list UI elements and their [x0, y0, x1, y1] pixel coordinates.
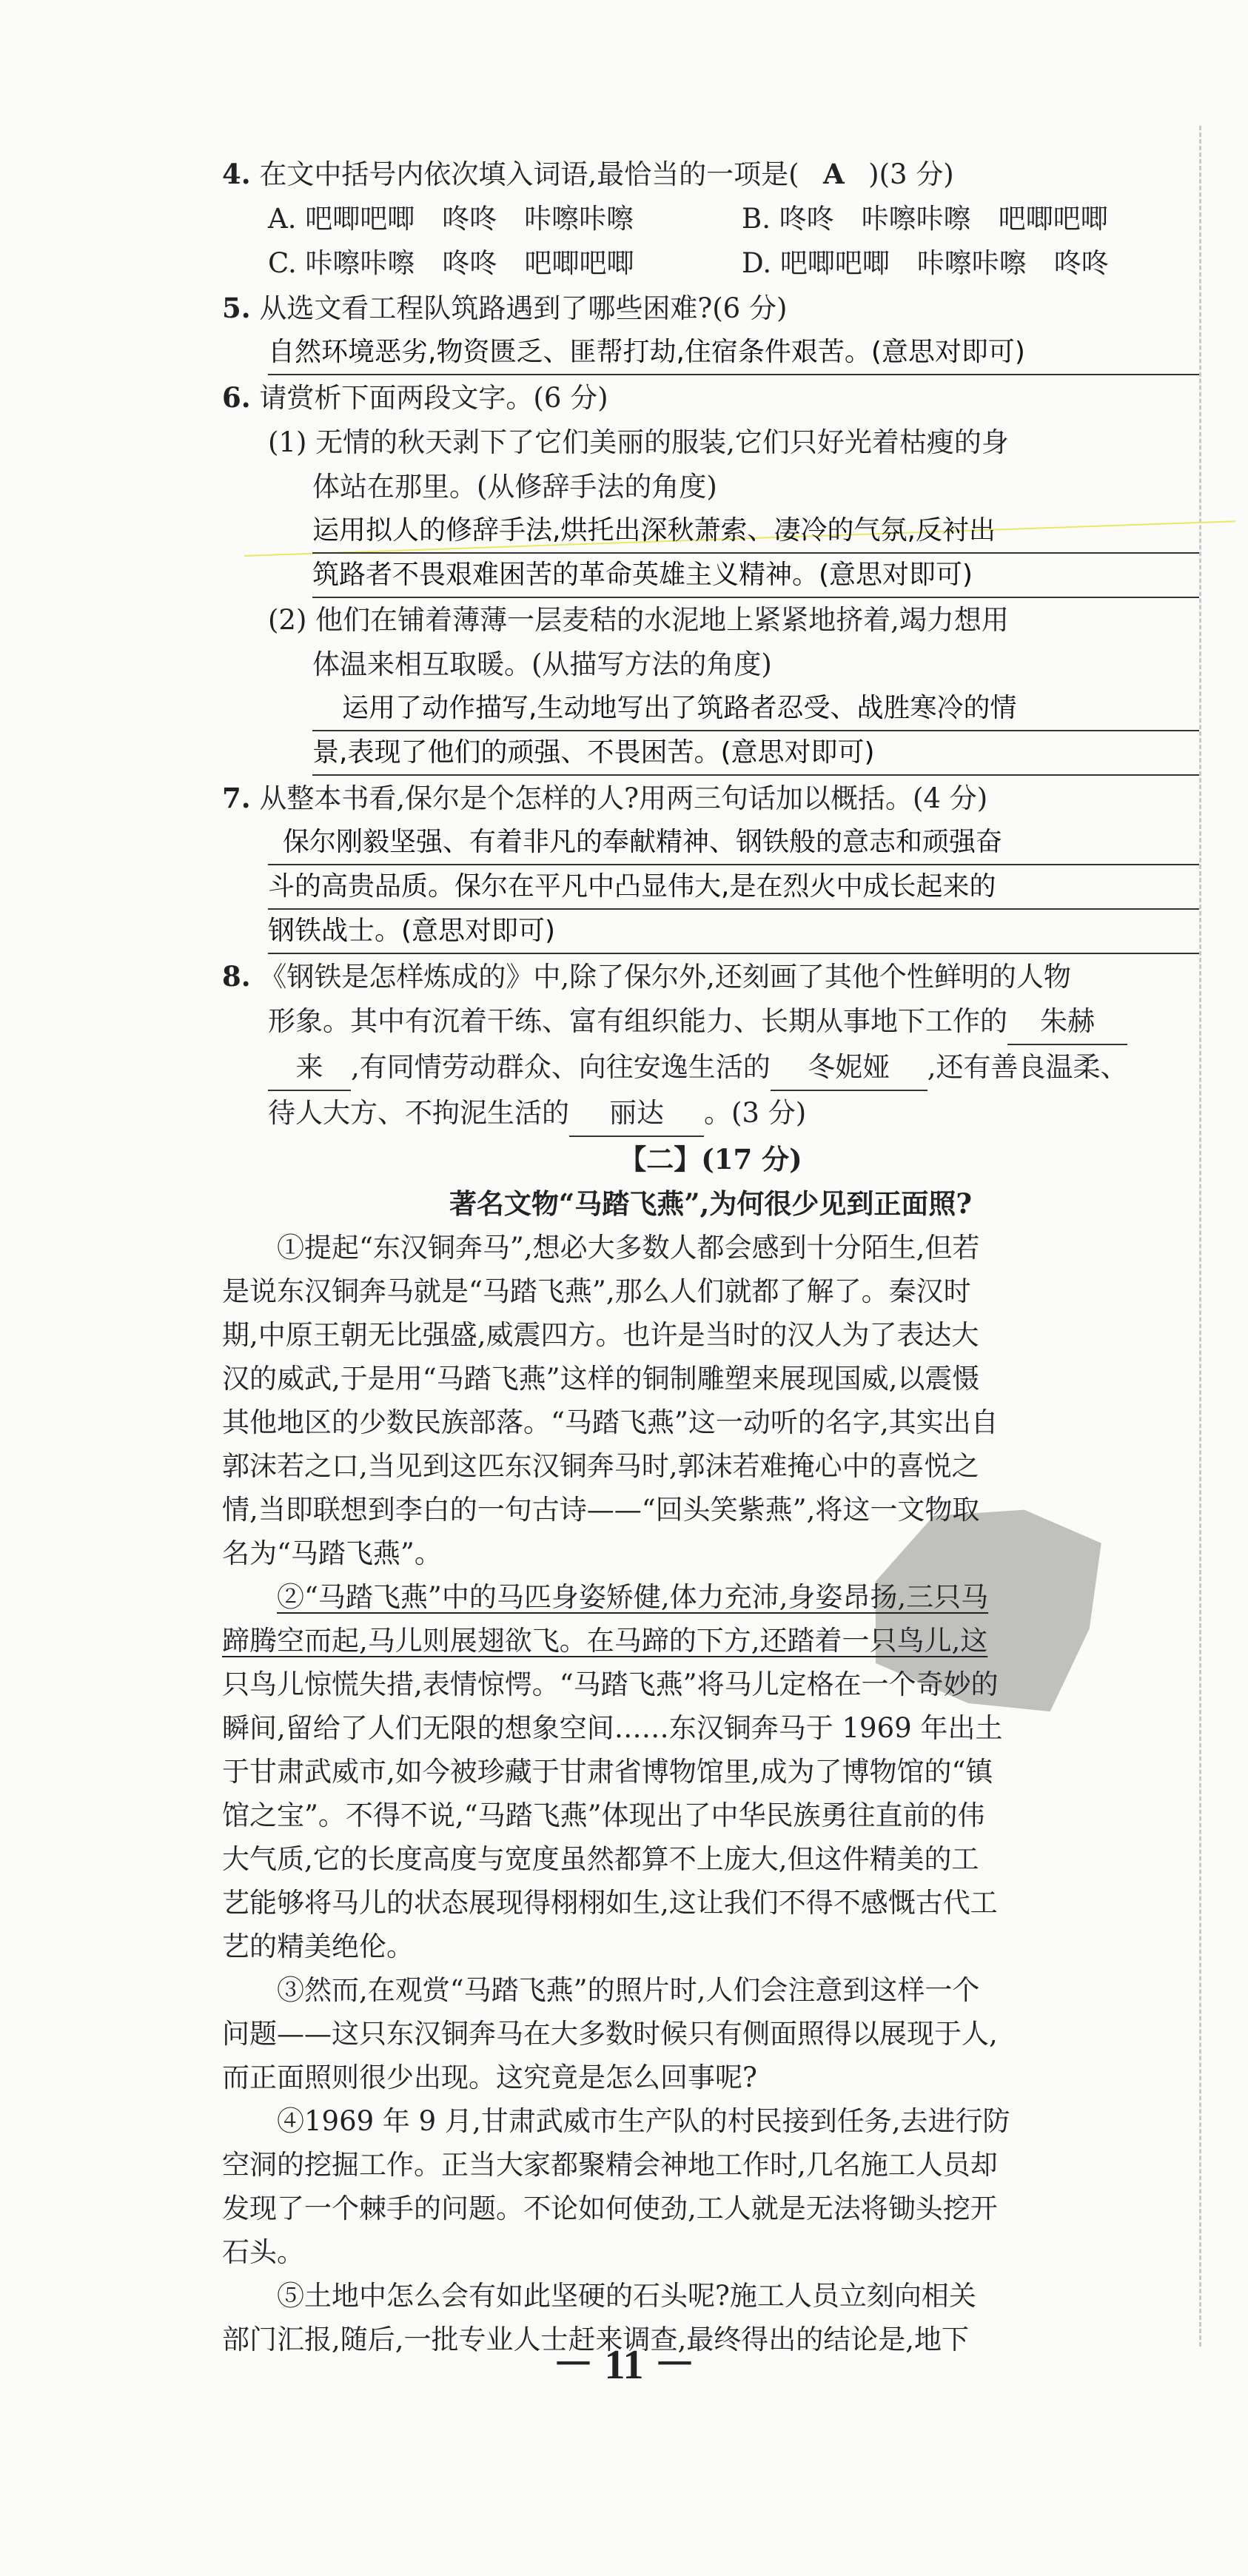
- question-stem: 从整本书看,保尔是个怎样的人?用两三句话加以概括。(4 分): [259, 782, 988, 814]
- paragraph-2-line: 只鸟儿惊慌失措,表情惊愕。“马踏飞燕”将马儿定格在一个奇妙的: [222, 1668, 999, 1700]
- paragraph-2-line: 大气质,它的长度高度与宽度虽然都算不上庞大,但这件精美的工: [222, 1843, 979, 1875]
- paragraph-3-line: ③然而,在观赏“马踏飞燕”的照片时,人们会注意到这样一个: [277, 1974, 980, 2006]
- sub-question-1-line-1: (1) 无情的秋天剥下了它们美丽的服装,它们只好光着枯瘦的身: [268, 426, 1009, 458]
- fill-blank-3: 丽达: [569, 1091, 704, 1137]
- option-b: B. 咚咚 咔嚓咔嚓 吧唧吧唧: [742, 203, 1108, 235]
- paragraph-3-line: 而正面照则很少出现。这究竟是怎么回事呢?: [222, 2062, 757, 2093]
- handwritten-answer-line: 景,表现了他们的顽强、不畏困苦。(意思对即可): [312, 731, 1199, 776]
- paragraph-2-line: 艺能够将马儿的状态展现得栩栩如生,这让我们不得不感慨古代工: [222, 1887, 998, 1919]
- option-a: A. 吧唧吧唧 咚咚 咔嚓咔嚓: [268, 203, 634, 235]
- paragraph-4-line: 石头。: [222, 2236, 304, 2268]
- question-8-line-3: [222, 1045, 1199, 1091]
- question-stem: 在文中括号内依次填入词语,最恰当的一项是(: [259, 158, 799, 190]
- sub-question-2-line-2: 体温来相互取暖。(从描写方法的角度): [312, 648, 772, 680]
- answer-choice: A: [823, 158, 845, 190]
- passage: [222, 1226, 1199, 2361]
- paragraph-2-line: 馆之宝”。不得不说,“马踏飞燕”体现出了中华民族勇往直前的伟: [222, 1799, 985, 1831]
- handwritten-answer-line: 钢铁战士。(意思对即可): [268, 910, 1199, 954]
- question-stem-line-3: ,有同情劳动群众、向往安逸生活的: [351, 1051, 771, 1083]
- question-stem-line-2: 形象。其中有沉着干练、富有组织能力、长期从事地下工作的: [268, 1005, 1007, 1037]
- question-7: [222, 776, 1199, 821]
- worksheet-content: [222, 152, 1199, 2361]
- question-score: 。(3 分): [704, 1097, 807, 1129]
- paragraph-2-line: 于甘肃武威市,如今被珍藏于甘肃省博物馆里,成为了博物馆的“镇: [222, 1756, 993, 1788]
- handwritten-answer-line: 筑路者不畏艰难困苦的革命英雄主义精神。(意思对即可): [312, 554, 1199, 598]
- option-d: D. 吧唧吧唧 咔嚓咔嚓 咚咚: [742, 247, 1109, 279]
- question-number: 4.: [222, 158, 251, 190]
- page-number: － 11 －: [552, 2342, 696, 2388]
- options-row-1: [222, 197, 1199, 241]
- paragraph-1-line: 是说东汉铜奔马就是“马踏飞燕”,那么人们就都了解了。秦汉时: [222, 1275, 971, 1307]
- question-stem-line-4: 待人大方、不拘泥生活的: [268, 1097, 569, 1129]
- paragraph-1-line: 其他地区的少数民族部落。“马踏飞燕”这一动听的名字,其实出自: [222, 1406, 999, 1438]
- paragraph-2-line: 瞬间,留给了人们无限的想象空间……东汉铜奔马于 1969 年出土: [222, 1712, 1003, 1744]
- sub-question-1-line-2: 体站在那里。(从修辞手法的角度): [312, 471, 717, 503]
- question-8: [222, 954, 1199, 999]
- paragraph-1-line: 期,中原王朝无比强盛,威震四方。也许是当时的汉人为了表达大: [222, 1319, 979, 1351]
- fill-blank-1a: 朱赫: [1007, 999, 1127, 1045]
- paragraph-5-line: 部门汇报,随后,一批专业人士赶来调查,最终得出的结论是,地下: [222, 2324, 970, 2355]
- question-number: 6.: [222, 381, 251, 414]
- section-heading: 【二】(17 分): [619, 1143, 802, 1175]
- paragraph-5-line: ⑤土地中怎么会有如此坚硬的石头呢?施工人员立刻向相关: [277, 2280, 976, 2312]
- margin-dashed-line: [1199, 126, 1201, 2347]
- question-number: 7.: [222, 782, 251, 814]
- paragraph-4-line: 发现了一个棘手的问题。不论如何使劲,工人就是无法将锄头挖开: [222, 2193, 998, 2224]
- handwritten-answer-line: 保尔刚毅坚强、有着非凡的奉献精神、钢铁般的意志和顽强奋: [268, 821, 1199, 865]
- fill-blank-2: 冬妮娅: [771, 1045, 927, 1091]
- question-8-line-2: [222, 999, 1199, 1045]
- handwritten-answer-line: 运用了动作描写,生动地写出了筑路者忍受、战胜寒冷的情: [312, 687, 1199, 731]
- article-title: 著名文物“马踏飞燕”,为何很少见到正面照?: [449, 1187, 973, 1220]
- paragraph-1-line: 名为“马踏飞燕”。: [222, 1537, 442, 1569]
- options-row-2: [222, 241, 1199, 286]
- question-number: 8.: [222, 960, 251, 993]
- answer-6-2: [222, 687, 1199, 776]
- question-stem: 请赏析下面两段文字。(6 分): [259, 382, 608, 414]
- question-stem: 从选文看工程队筑路遇到了哪些困难?(6 分): [259, 292, 788, 324]
- paragraph-3-line: 问题——这只东汉铜奔马在大多数时候只有侧面照得以展现于人,: [222, 2018, 998, 2050]
- paragraph-1-line: ①提起“东汉铜奔马”,想必大多数人都会感到十分陌生,但若: [277, 1232, 980, 1264]
- paragraph-1-line: 汉的威武,于是用“马踏飞燕”这样的铜制雕塑来展现国威,以震慑: [222, 1363, 980, 1395]
- answer-5: [222, 331, 1199, 375]
- paragraph-2-line: 艺的精美绝伦。: [222, 1931, 414, 1962]
- handwritten-answer: 自然环境恶劣,物资匮乏、匪帮打劫,住宿条件艰苦。(意思对即可): [268, 331, 1199, 375]
- fill-blank-1b: 来: [268, 1045, 351, 1091]
- question-6: [222, 375, 1199, 420]
- handwritten-answer-line: 斗的高贵品质。保尔在平凡中凸显伟大,是在烈火中成长起来的: [268, 865, 1199, 910]
- paragraph-1-line: 郭沫若之口,当见到这匹东汉铜奔马时,郭沫若难掩心中的喜悦之: [222, 1450, 979, 1482]
- paragraph-4-line: 空洞的挖掘工作。正当大家都聚精会神地工作时,几名施工人员却: [222, 2149, 998, 2181]
- answer-7: [222, 821, 1199, 954]
- question-4: [222, 152, 1199, 197]
- paragraph-1-line: 情,当即联想到李白的一句古诗——“回头笑紫燕”,将这一文物取: [222, 1494, 980, 1526]
- paragraph-4-line: ④1969 年 9 月,甘肃武威市生产队的村民接到任务,去进行防: [277, 2105, 1010, 2137]
- question-stem-line-3b: ,还有善良温柔、: [927, 1051, 1128, 1083]
- sub-question-2-line-1: (2) 他们在铺着薄薄一层麦秸的水泥地上紧紧地挤着,竭力想用: [268, 604, 1009, 636]
- question-score: )(3 分): [868, 158, 954, 190]
- paragraph-2-line: ②“马踏飞燕”中的马匹身姿矫健,体力充沛,身姿昂扬,三只马: [277, 1581, 989, 1613]
- handwritten-answer-line: 运用拟人的修辞手法,烘托出深秋萧索、凄冷的气氛,反衬出: [312, 509, 1199, 554]
- answer-6-1: [222, 509, 1199, 598]
- option-c: C. 咔嚓咔嚓 咚咚 吧唧吧唧: [268, 247, 634, 279]
- paragraph-2-line: 蹄腾空而起,马儿则展翅欲飞。在马蹄的下方,还踏着一只鸟儿,这: [222, 1625, 988, 1657]
- question-5: [222, 286, 1199, 331]
- question-stem-line-1: 《钢铁是怎样炼成的》中,除了保尔外,还刻画了其他个性鲜明的人物: [259, 961, 1071, 993]
- question-number: 5.: [222, 292, 251, 324]
- question-8-line-4: [222, 1091, 1199, 1137]
